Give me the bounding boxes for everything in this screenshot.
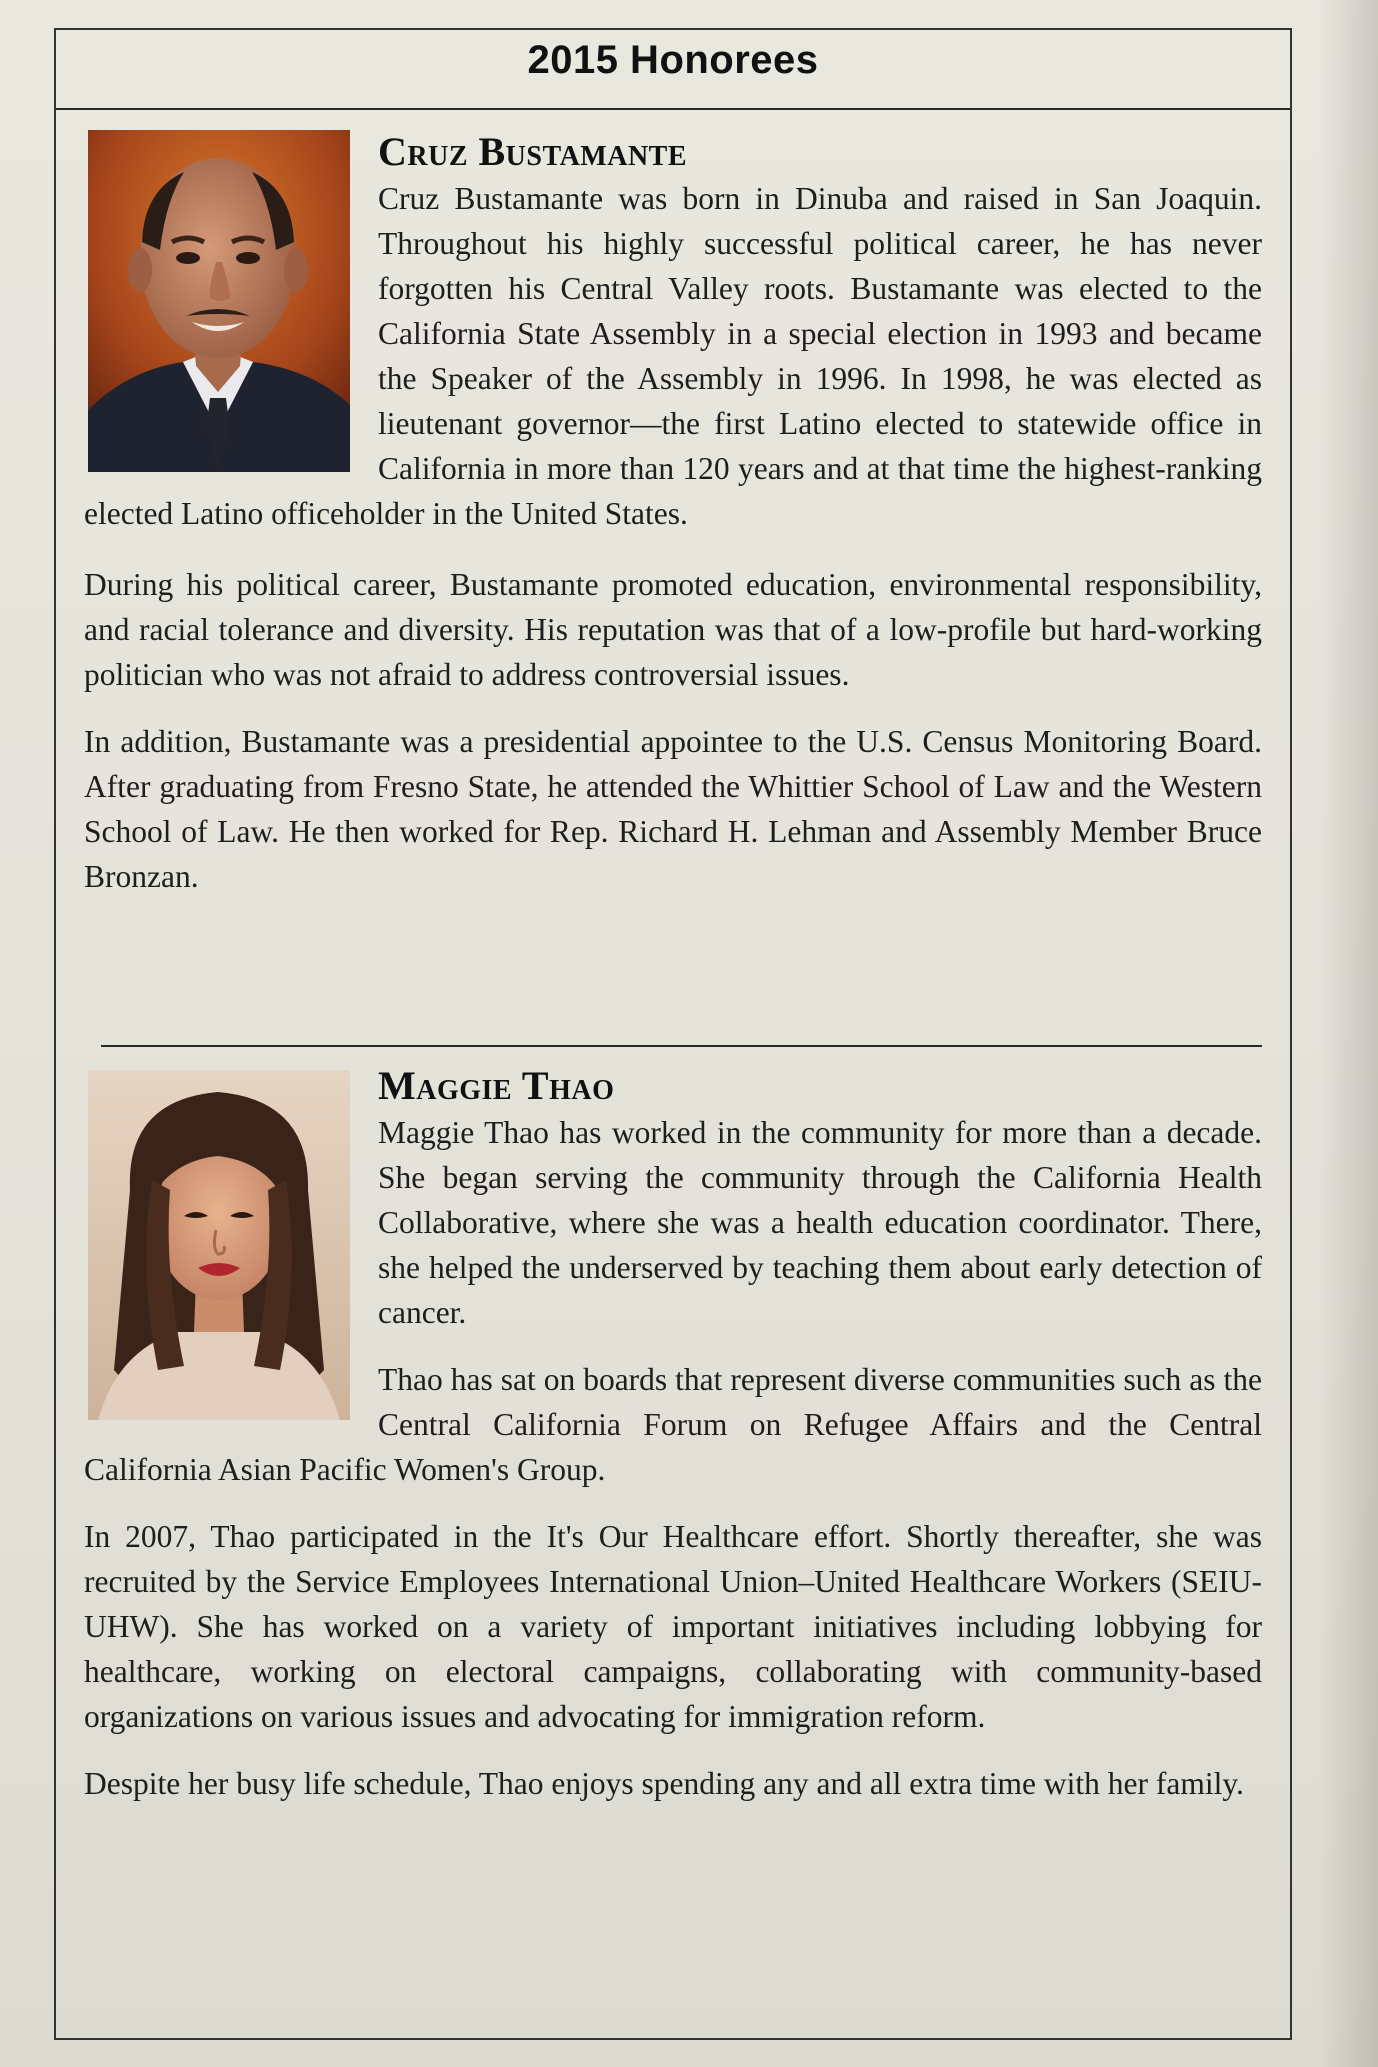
bio-paragraph: Cruz Bustamante was born in Dinuba and raised in San Joaquin. Throughout his highly successful political career, he has never forgotten his Central Valley roots. Bustamante was elected to the California State Assembly in a special election in 1993 and became the Speaker of the Assembly in 1996. In 1998, he was elected as lieutenant governor—the first Latino elected to statewide office in California in more than 120 years and at that time the highest-ranking elected Latino officeholder in the United States. (84, 181, 1262, 531)
page-title: 2015 Honorees (527, 38, 819, 82)
bio-paragraph: Despite her busy life schedule, Thao enjoys spending any and all extra time with her family. (84, 1766, 1244, 1801)
honoree-section-bustamante (84, 122, 1262, 921)
bio-paragraph: During his political career, Bustamante promoted education, environmental responsibility, and racial tolerance and diversity. His reputation was that of a low-profile but hard-working politician who was not afraid to address controversial issues. (84, 567, 1262, 692)
page-shadow (1318, 0, 1378, 2067)
bio-paragraph: In 2007, Thao participated in the It's Our Healthcare effort. Shortly thereafter, she was recruited by the Service Employees International Union–United Healthcare Workers (SEIU-UHW). She has worked on a variety of important initiatives including lobbying for healthcare, working on electoral campaigns, collaborating with community-based organizations on various issues and advocating for immigration reform. (84, 1519, 1262, 1734)
portrait-man-suit-icon (88, 130, 350, 472)
header (56, 30, 1290, 110)
bio-paragraph: In addition, Bustamante was a presidential appointee to the U.S. Census Monitoring Board. After graduating from Fresno State, he attended the Whittier School of Law and the Western School of Law. He then worked for Rep. Richard H. Lehman and Assembly Member Bruce Bronzan. (84, 724, 1262, 894)
bio-paragraph: Maggie Thao has worked in the community for more than a decade. She began serving the community through the California Health Collaborative, where she was a health education coordinator. There, she helped the underserved by teaching them about early detection of cancer. (378, 1115, 1262, 1330)
honoree-name: Maggie Thao (378, 1063, 615, 1108)
section-divider (101, 1045, 1262, 1047)
bio-paragraph: Thao has sat on boards that represent diverse communities such as the Central California Forum on Refugee Affairs and the Central California Asian Pacific Women's Group. (84, 1362, 1262, 1487)
honoree-name: Cruz Bustamante (378, 129, 688, 174)
honorees-frame (54, 28, 1292, 2040)
portrait-woman-long-hair-icon (88, 1070, 350, 1420)
honoree-section-thao (84, 1048, 1262, 1828)
